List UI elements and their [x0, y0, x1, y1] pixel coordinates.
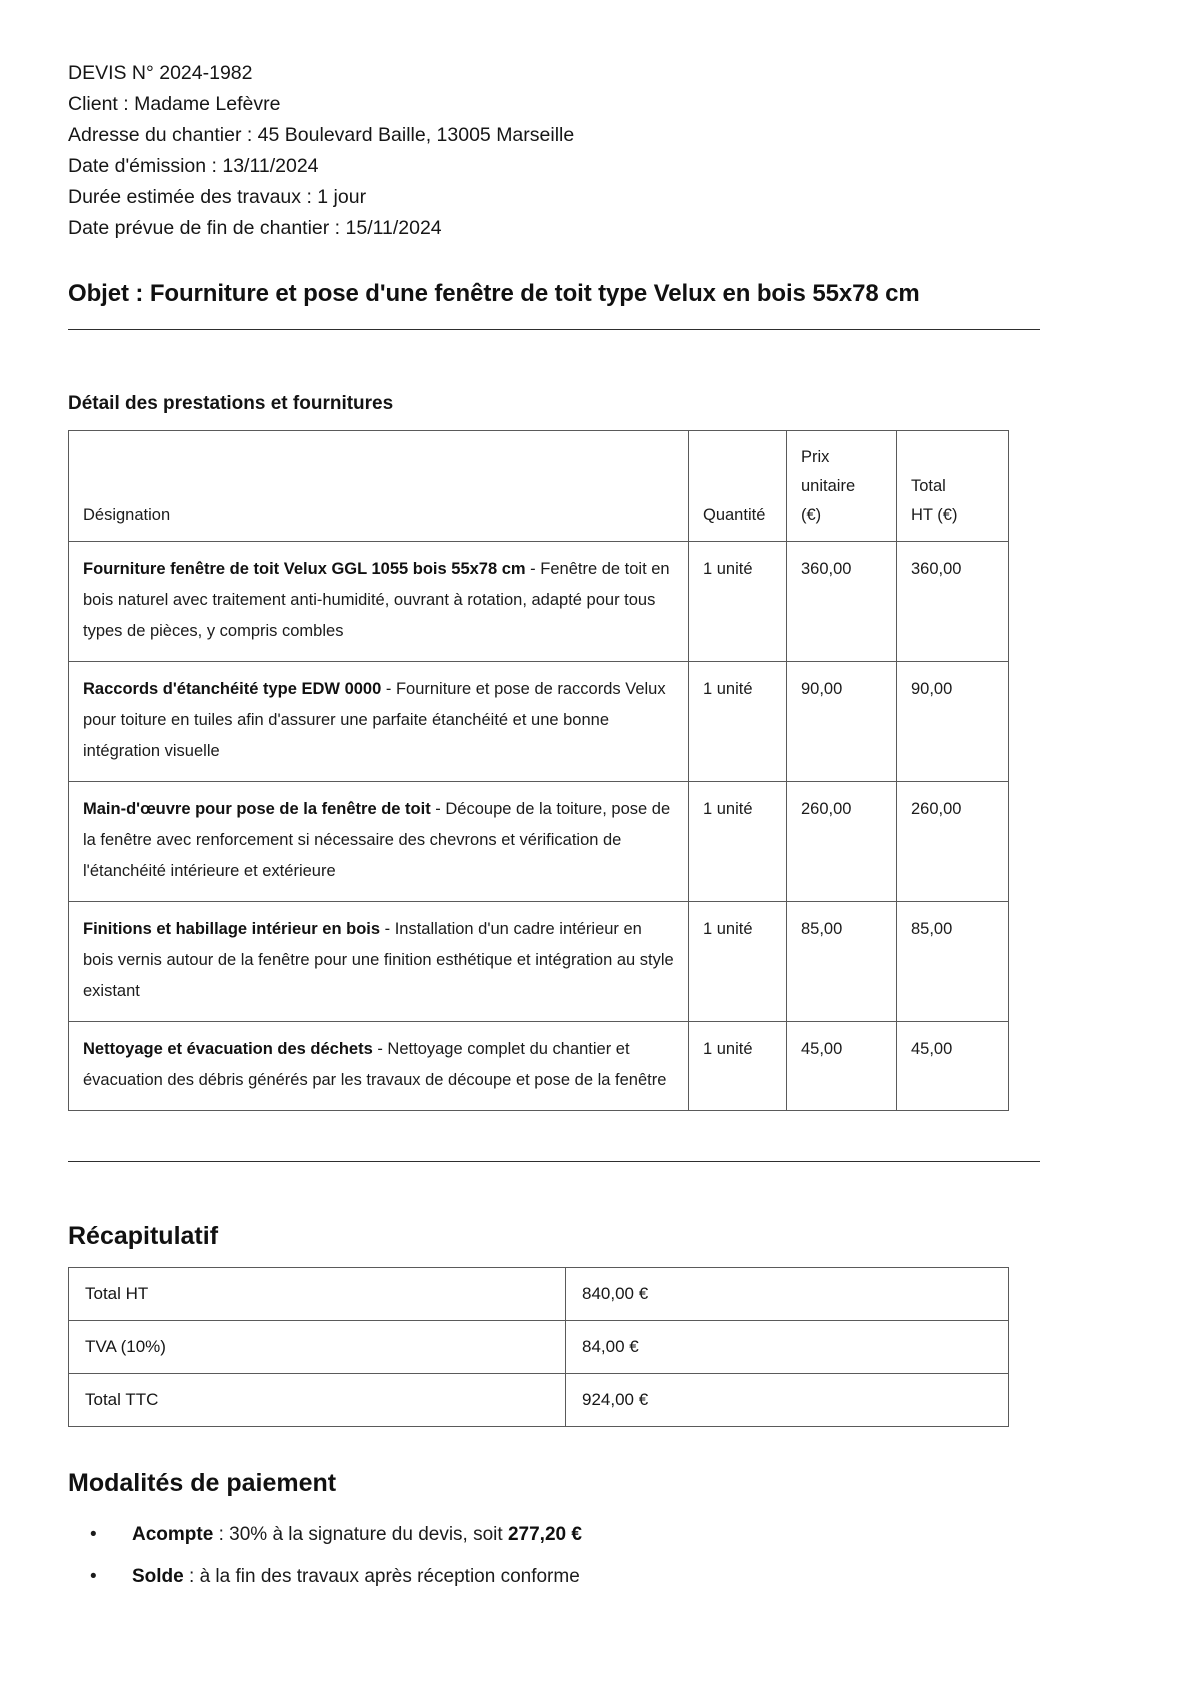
table-header-row	[69, 431, 1009, 542]
column-header-total-ht	[897, 431, 1009, 542]
designation-label: Désignation	[83, 506, 171, 524]
item-unit-price: 360,00	[787, 542, 897, 662]
recap-value: 924,00 €	[566, 1374, 1009, 1427]
quote-header-block	[68, 58, 1040, 244]
quote-number: DEVIS N° 2024-1982	[68, 62, 253, 84]
subject-divider	[68, 329, 1040, 330]
unit-price-label-line2: unitaire	[801, 477, 856, 495]
unit-price-label-line3: (€)	[801, 506, 822, 524]
table-row	[69, 542, 1009, 662]
recap-label: Total TTC	[69, 1374, 566, 1427]
item-description: - Découpe de la toiture, pose de la fenêtre avec renforcement si nécessaire des chevrons et vérification de l'étanchéité intérieure et extérieure	[83, 800, 671, 880]
recap-value: 84,00 €	[566, 1321, 1009, 1374]
item-quantity: 1 unité	[689, 1022, 787, 1111]
line-items-body	[69, 542, 1009, 1111]
quote-subject: Objet : Fourniture et pose d'une fenêtre de toit type Velux en bois 55x78 cm	[68, 280, 920, 307]
bullet-icon: •	[90, 1566, 97, 1587]
quantity-label: Quantité	[703, 506, 766, 524]
table-row	[69, 1268, 1009, 1321]
item-total-ht: 260,00	[897, 782, 1009, 902]
recap-label: TVA (10%)	[69, 1321, 566, 1374]
bullet-icon: •	[90, 1524, 97, 1545]
unit-price-label-line1: Prix	[801, 448, 830, 466]
line-items-table	[68, 430, 1009, 1111]
item-total-ht: 90,00	[897, 662, 1009, 782]
item-designation	[69, 1022, 689, 1111]
recap-title: Récapitulatif	[68, 1222, 219, 1250]
payment-term-label: Acompte	[132, 1524, 214, 1545]
column-header-unit-price	[787, 431, 897, 542]
item-unit-price: 90,00	[787, 662, 897, 782]
item-title: Nettoyage et évacuation des déchets	[83, 1040, 373, 1058]
item-quantity: 1 unité	[689, 782, 787, 902]
list-item	[84, 1514, 1040, 1556]
payment-term-text: : 30% à la signature du devis, soit	[213, 1524, 508, 1545]
item-quantity: 1 unité	[689, 902, 787, 1022]
payment-term-amount: 277,20 €	[507, 1524, 582, 1545]
table-row	[69, 1374, 1009, 1427]
table-row	[69, 662, 1009, 782]
table-row	[69, 782, 1009, 902]
recap-value: 840,00 €	[566, 1268, 1009, 1321]
details-section-title: Détail des prestations et fournitures	[68, 393, 394, 414]
item-unit-price: 45,00	[787, 1022, 897, 1111]
item-designation	[69, 542, 689, 662]
item-unit-price: 85,00	[787, 902, 897, 1022]
item-description: - Nettoyage complet du chantier et évacuation des débris générés par les travaux de découpe et pose de la fenêtre	[83, 1040, 667, 1089]
item-designation	[69, 662, 689, 782]
payment-term-text: : à la fin des travaux après réception conforme	[183, 1566, 580, 1587]
item-designation	[69, 782, 689, 902]
line-items-header	[69, 431, 1009, 542]
total-ht-label-line1: Total	[911, 477, 946, 495]
column-header-quantity	[689, 431, 787, 542]
client-name: Client : Madame Lefèvre	[68, 93, 281, 115]
item-quantity: 1 unité	[689, 542, 787, 662]
payment-terms-list	[68, 1514, 1040, 1598]
item-title: Finitions et habillage intérieur en bois	[83, 920, 381, 938]
item-designation	[69, 902, 689, 1022]
payment-term-label: Solde	[132, 1566, 184, 1587]
planned-completion-date: Date prévue de fin de chantier : 15/11/2024	[68, 217, 442, 239]
list-item	[84, 1556, 1040, 1598]
item-quantity: 1 unité	[689, 662, 787, 782]
item-description: - Fourniture et pose de raccords Velux pour toiture en tuiles afin d'assurer une parfaite étanchéité et une bonne intégration visuelle	[83, 680, 666, 760]
item-total-ht: 85,00	[897, 902, 1009, 1022]
item-description: - Installation d'un cadre intérieur en bois vernis autour de la fenêtre pour une finition esthétique et intégration au style existant	[83, 920, 674, 1000]
item-title: Raccords d'étanchéité type EDW 0000	[83, 680, 382, 698]
item-description: - Fenêtre de toit en bois naturel avec traitement anti-humidité, ouvrant à rotation, adapté pour tous types de pièces, y compris combles	[83, 560, 670, 640]
item-unit-price: 260,00	[787, 782, 897, 902]
item-total-ht: 360,00	[897, 542, 1009, 662]
table-row	[69, 902, 1009, 1022]
table-row	[69, 1022, 1009, 1111]
site-address: Adresse du chantier : 45 Boulevard Baille, 13005 Marseille	[68, 124, 575, 146]
table-row	[69, 1321, 1009, 1374]
recap-table	[68, 1267, 1009, 1427]
total-ht-label-line2: HT (€)	[911, 506, 958, 524]
item-title: Fourniture fenêtre de toit Velux GGL 1055 bois 55x78 cm	[83, 560, 526, 578]
section-divider	[68, 1161, 1040, 1162]
item-title: Main-d'œuvre pour pose de la fenêtre de toit	[83, 800, 431, 818]
column-header-designation	[69, 431, 689, 542]
item-total-ht: 45,00	[897, 1022, 1009, 1111]
issue-date: Date d'émission : 13/11/2024	[68, 155, 319, 177]
recap-label: Total HT	[69, 1268, 566, 1321]
estimated-duration: Durée estimée des travaux : 1 jour	[68, 186, 367, 208]
payment-terms-title: Modalités de paiement	[68, 1469, 337, 1497]
